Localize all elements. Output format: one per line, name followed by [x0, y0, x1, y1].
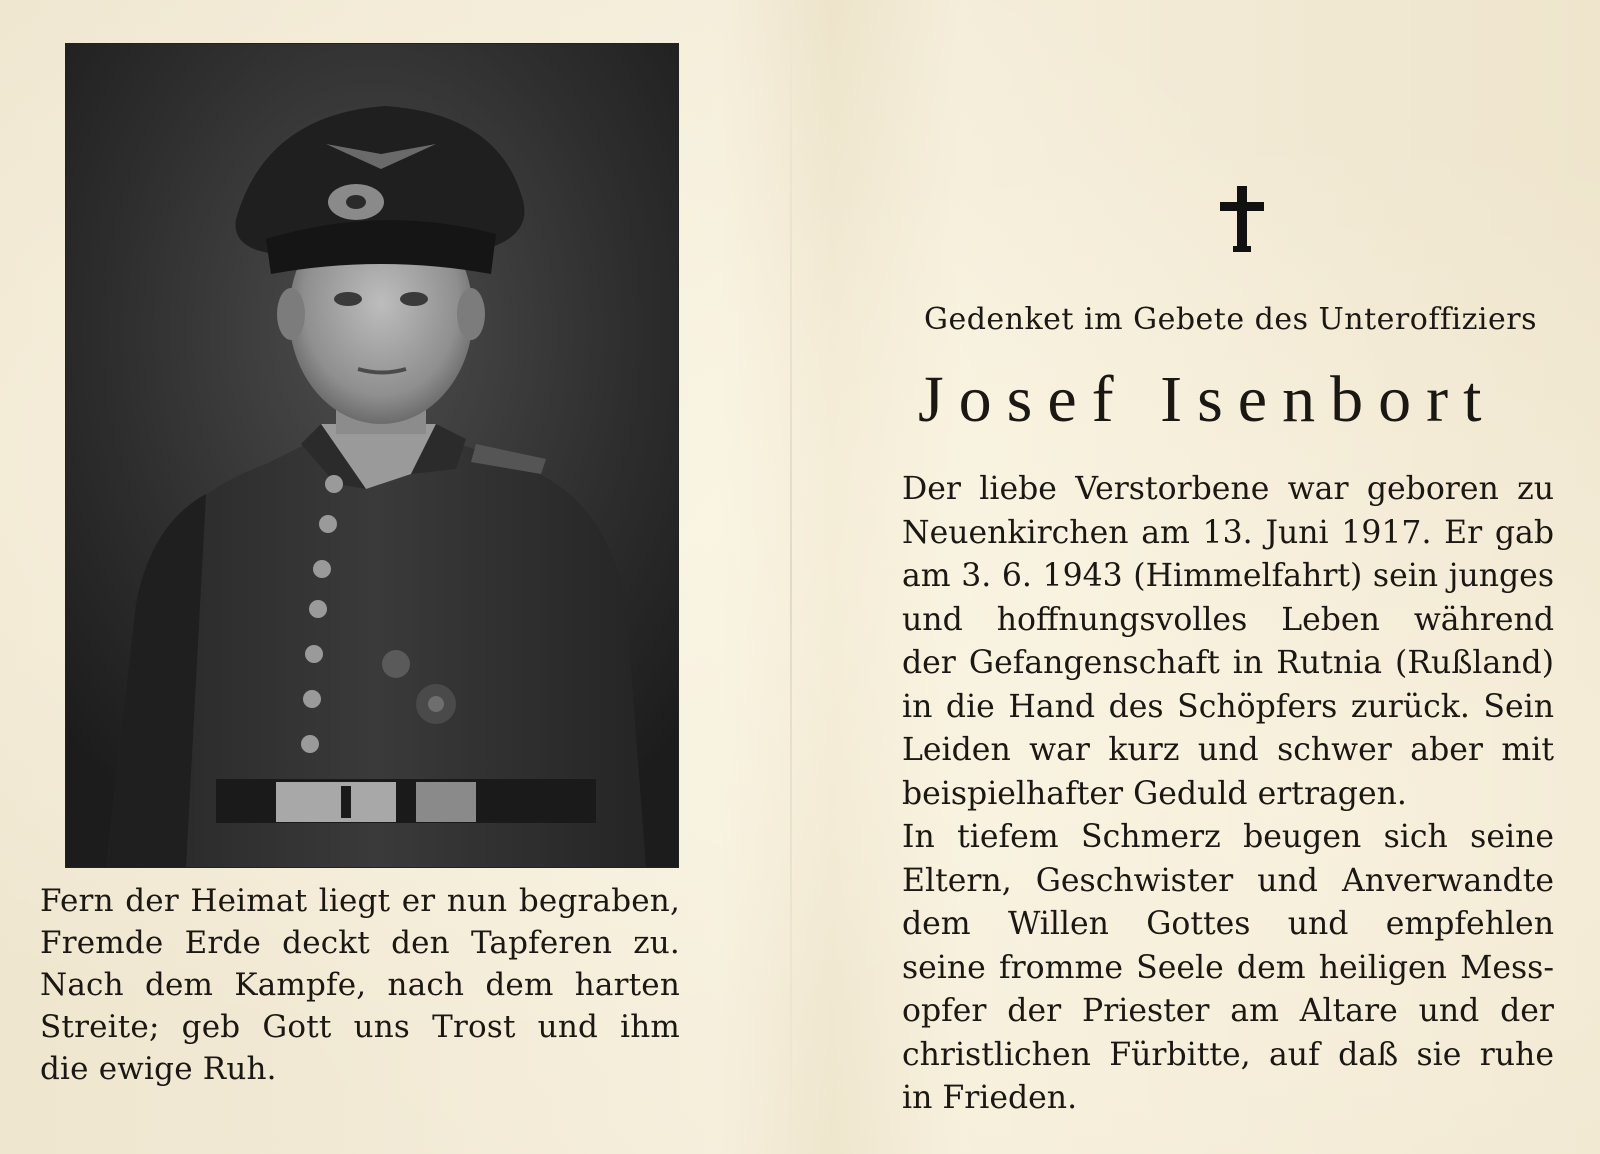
- poem-line: Fremde Erde deckt den Tapferen zu.: [40, 925, 680, 961]
- bio-line: der Gefangenschaft in Rutnia (Rußland): [902, 645, 1554, 681]
- bio-line: und hoffnungsvolles Leben während: [902, 601, 1554, 638]
- bio-line: am 3. 6. 1943 (Himmelfahrt) sein junges: [902, 558, 1554, 594]
- poem-line: Streite; geb Gott uns Trost und ihm: [40, 1009, 680, 1045]
- bio-line: in Frieden.: [902, 1080, 1078, 1116]
- bio-line: In tiefem Schmerz beugen sich seine: [902, 819, 1554, 855]
- memorial-poem: [40, 880, 680, 1090]
- poem-line: die ewige Ruh.: [40, 1051, 277, 1087]
- cross-icon: [1220, 186, 1264, 252]
- poem-line: Nach dem Kampfe, nach dem harten: [40, 967, 680, 1003]
- portrait-illustration: [66, 44, 678, 867]
- soldier-portrait: [66, 44, 678, 867]
- bio-line: Der liebe Verstorbene war geboren zu: [902, 471, 1554, 507]
- bio-line: opfer der Priester am Altare und der: [902, 993, 1554, 1029]
- bio-line: in die Hand des Schöpfers zurück. Sein: [902, 688, 1554, 725]
- bio-line: Leiden war kurz und schwer aber mit: [902, 732, 1554, 768]
- bio-line: beispielhafter Geduld ertragen.: [902, 775, 1407, 812]
- bio-line: Eltern, Geschwister und Anverwandte: [902, 862, 1554, 899]
- bio-line: Neuenkirchen am 13. Juni 1917. Er gab: [902, 514, 1554, 551]
- biography-text: [902, 468, 1554, 1121]
- bio-line: dem Willen Gottes und empfehlen: [902, 906, 1554, 942]
- bio-line: seine fromme Seele dem heiligen Mess-: [902, 949, 1554, 986]
- deceased-name: Josef Isenbort: [918, 363, 1497, 436]
- remembrance-intro: Gedenket im Gebete des Unteroffiziers: [924, 302, 1538, 337]
- bio-line: christlichen Fürbitte, auf daß sie ruhe: [902, 1036, 1554, 1073]
- poem-line: Fern der Heimat liegt er nun begraben,: [40, 883, 680, 919]
- card-fold: [790, 0, 792, 1154]
